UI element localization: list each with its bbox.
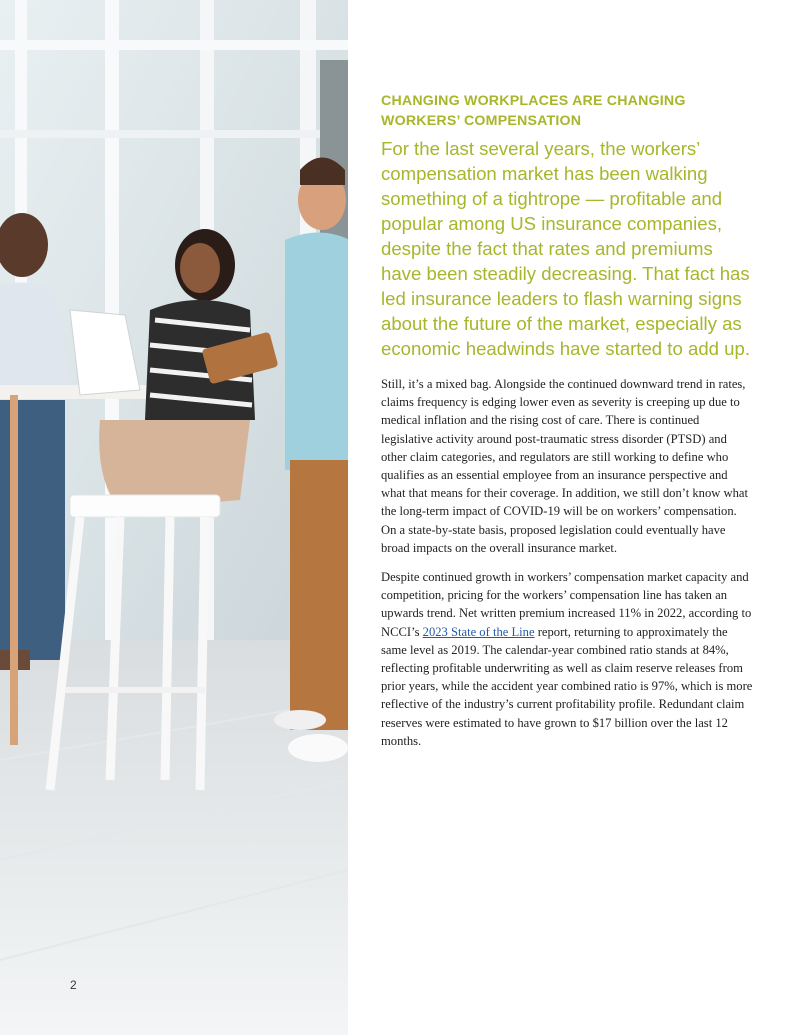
article-column (381, 91, 753, 750)
office-meeting-photo (0, 0, 348, 1035)
page-number: 2 (70, 978, 77, 992)
paragraph-2-text-after-link: report, returning to approximately the same level as 2019. The calendar-year combined ratio stands at 84%, reflecting profitable underwriting as well as claim reserve releases from prior years, while the accident year combined ratio is 97%, which is more reflective of the industry’s current profitability profile. Redundant claim reserves were estimated to have grown to $17 billion over the last 12 months. (381, 624, 753, 748)
paragraph-2-text-before-link: Despite continued growth in workers’ compensation market capacity and competition, pricing for the workers’ compensation line has taken an upwards trend. Net written premium increased 11% in 2022, according to NCCI’s (381, 570, 752, 639)
body-paragraph-2 (381, 568, 753, 750)
body-paragraph-1: Still, it’s a mixed bag. Alongside the continued downward trend in rates, claims frequency is edging lower even as severity is creeping up due to medical inflation and the rising cost of care. There is continued legislative activity around post-traumatic stress disorder (PTSD) and other claim categories, and regulators are still working to define who qualifies as an essential employee from an insurance perspective and what that means for their coverage. In addition, we still don’t know what the long-term impact of COVID-19 will be on workers’ compensation. On a state-by-state basis, proposed legislation could eventually have broad impacts on the overall insurance market. (381, 377, 748, 555)
state-of-the-line-link[interactable]: 2023 State of the Line (422, 624, 535, 639)
lead-paragraph: For the last several years, the workers’ compensation market has been walking something of a tightrope — profitable and popular among US insurance companies, despite the fact that rates and premiums have been steadily decreasing. That fact has led insurance leaders to flash warning signs about the future of the market, especially as economic headwinds have started to add up. (381, 138, 751, 359)
section-heading: CHANGING WORKPLACES ARE CHANGING WORKERS’ COMPENSATION (381, 93, 686, 129)
